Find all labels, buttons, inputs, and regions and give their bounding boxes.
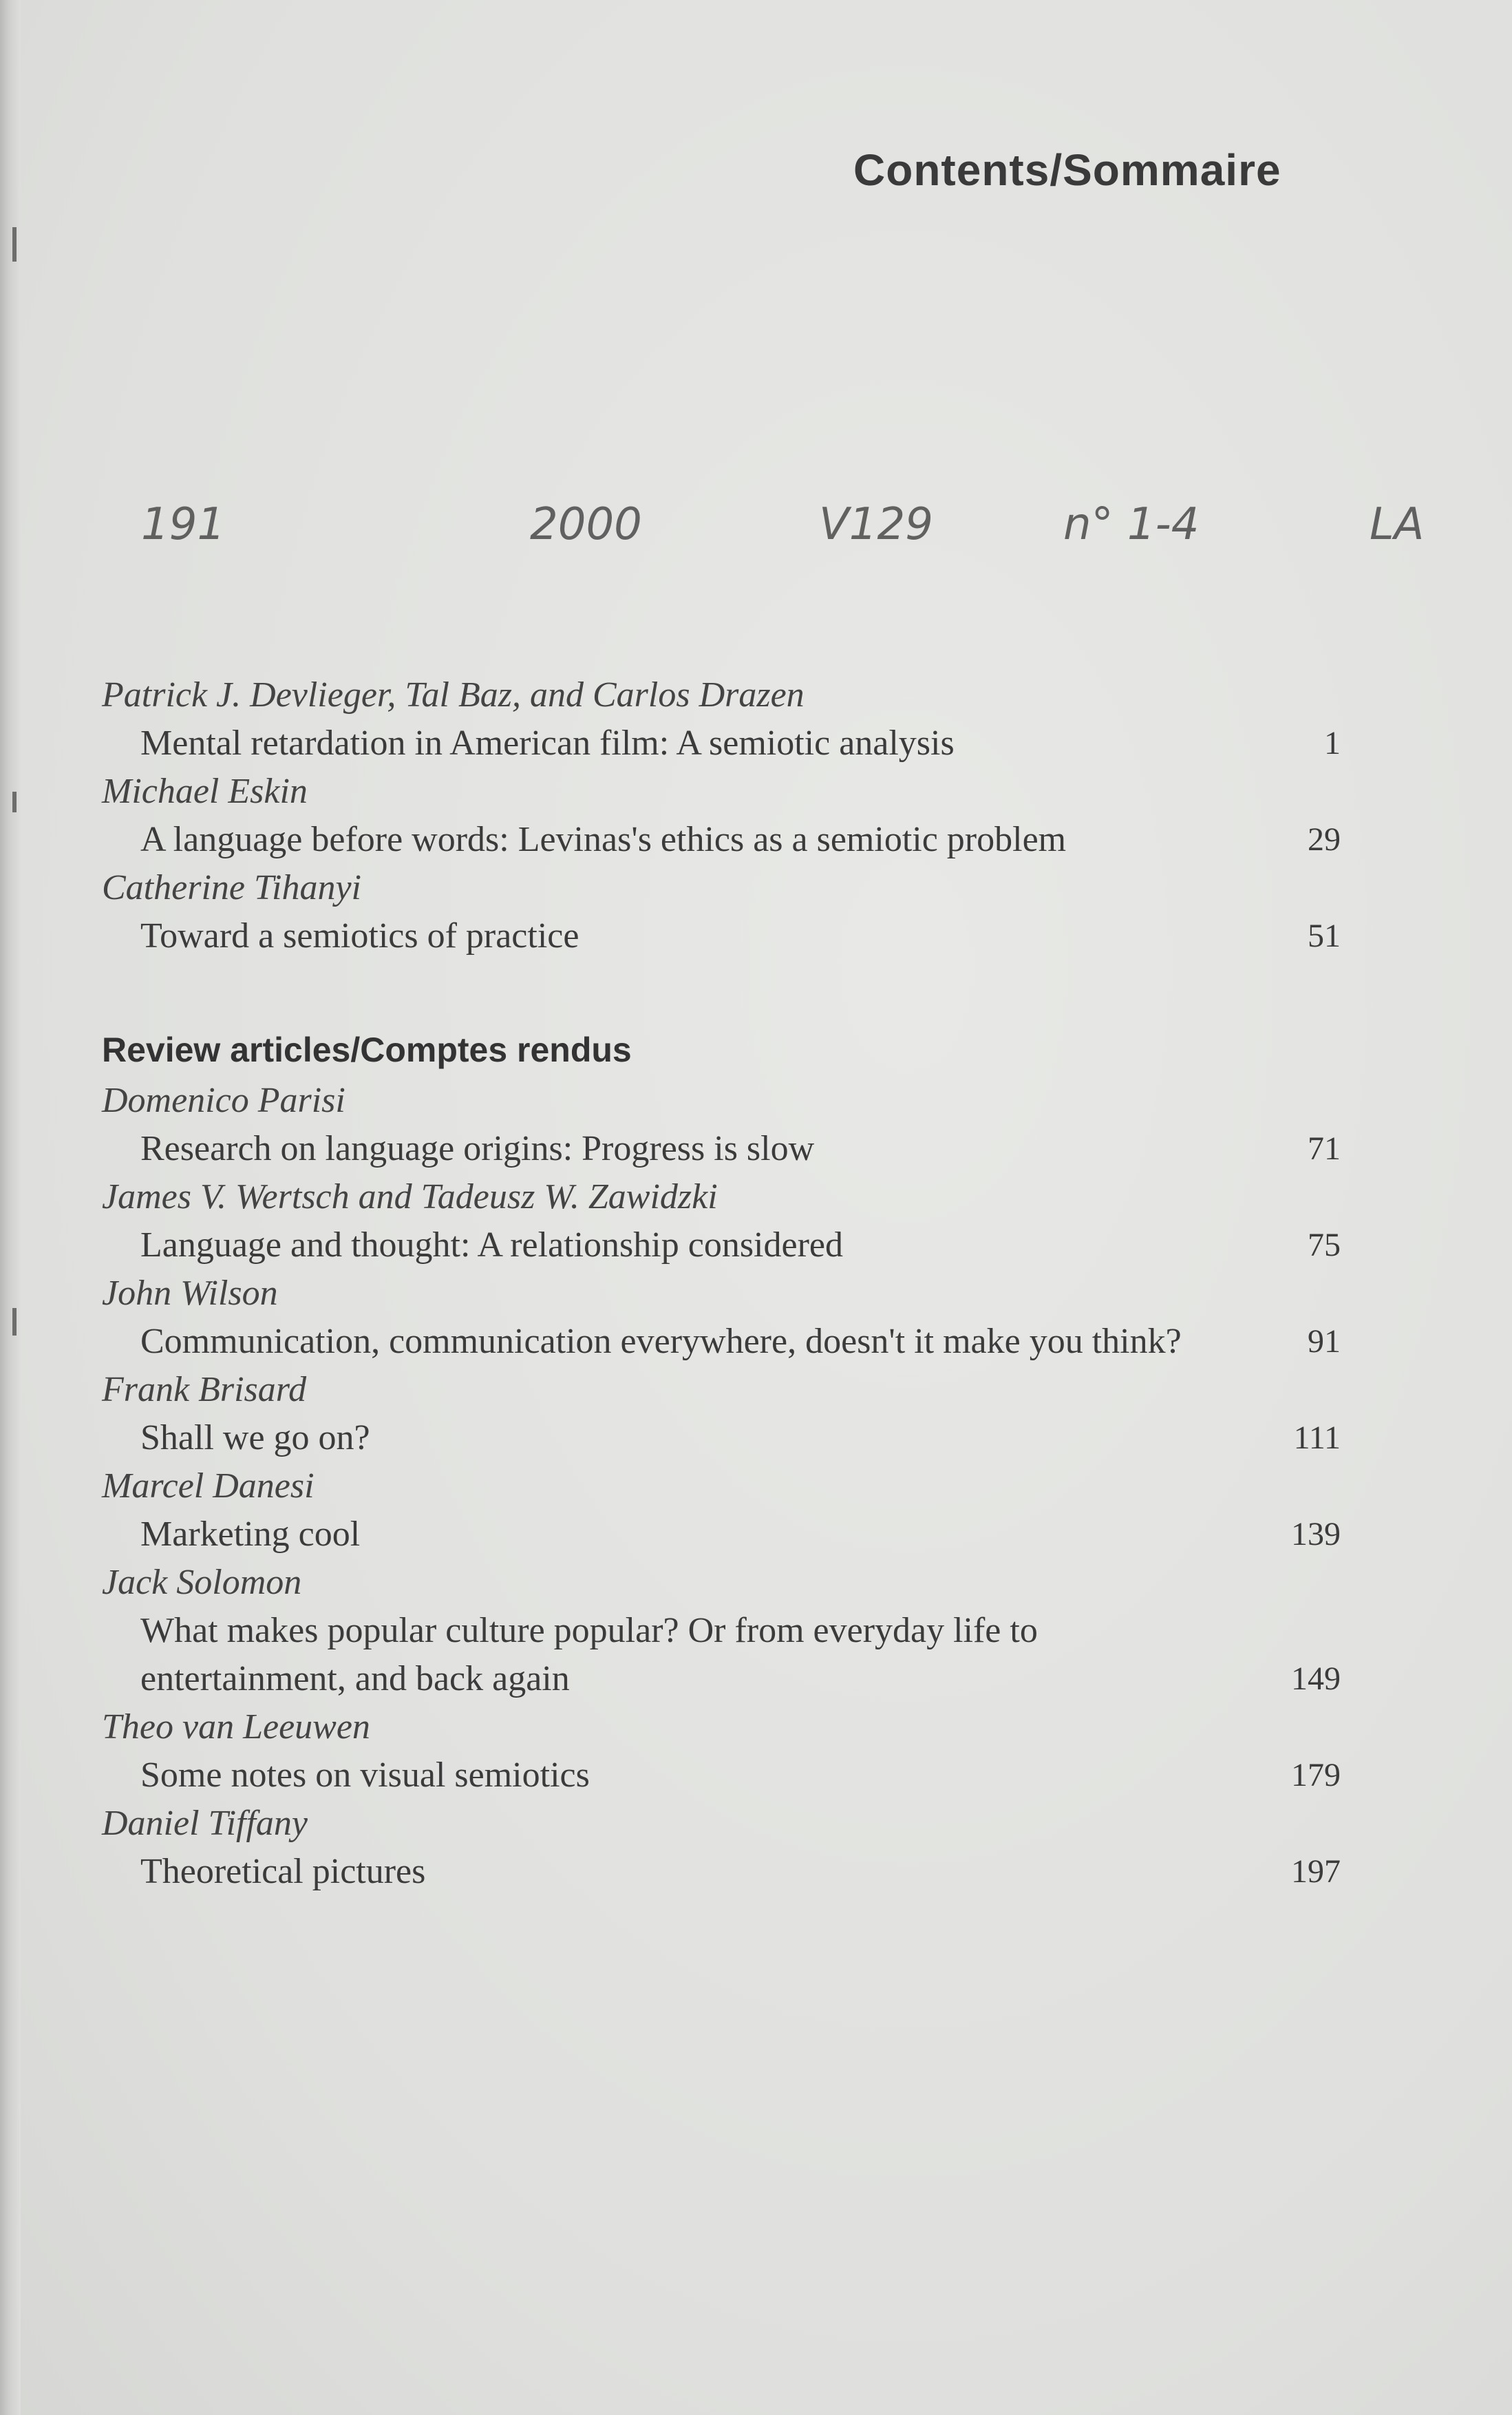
toc-entry bbox=[102, 1173, 1341, 1269]
edge-mark bbox=[12, 792, 17, 812]
entry-title-row bbox=[102, 1221, 1341, 1269]
entry-title: Theoretical pictures bbox=[140, 1852, 426, 1891]
toc-entry bbox=[102, 1462, 1341, 1559]
entry-author: Jack Solomon bbox=[102, 1563, 302, 1602]
entry-author: Catherine Tihanyi bbox=[102, 868, 361, 907]
toc-entry bbox=[102, 1703, 1341, 1800]
entry-page-number: 197 bbox=[1291, 1853, 1341, 1890]
entry-title: Research on language origins: Progress is slow bbox=[140, 1129, 815, 1168]
entry-author: John Wilson bbox=[102, 1274, 278, 1313]
toc-entry bbox=[102, 1077, 1341, 1173]
toc-entry bbox=[102, 1559, 1341, 1703]
handwritten-note: 2000 bbox=[530, 499, 642, 550]
entry-title-row bbox=[102, 1414, 1341, 1462]
entry-title: Language and thought: A relationship considered bbox=[140, 1225, 843, 1265]
toc-entry bbox=[102, 768, 1341, 864]
entry-title-row bbox=[102, 816, 1341, 864]
entry-title: Communication, communication everywhere, doesn't it make you think? bbox=[140, 1322, 1182, 1361]
handwritten-note: n° 1-4 bbox=[1063, 499, 1200, 550]
entry-author: Daniel Tiffany bbox=[102, 1804, 308, 1843]
entry-title: What makes popular culture popular? Or from everyday life to entertainment, and back again bbox=[140, 1611, 1038, 1698]
entry-author: Domenico Parisi bbox=[102, 1081, 345, 1120]
toc-entry bbox=[102, 1269, 1341, 1366]
toc-entry bbox=[102, 1366, 1341, 1462]
entry-page-number: 91 bbox=[1308, 1323, 1341, 1360]
entry-title: Shall we go on? bbox=[140, 1418, 370, 1457]
page-binding-edge bbox=[0, 0, 21, 2415]
entry-title: A language before words: Levinas's ethics as a semiotic problem bbox=[140, 820, 1067, 859]
table-of-contents bbox=[102, 671, 1341, 1896]
entry-author: Frank Brisard bbox=[102, 1370, 307, 1409]
entry-page-number: 149 bbox=[1291, 1660, 1341, 1697]
entry-title-row bbox=[102, 912, 1341, 960]
entry-page-number: 51 bbox=[1308, 918, 1341, 954]
edge-mark bbox=[12, 1308, 17, 1336]
entry-author: Theo van Leeuwen bbox=[102, 1707, 370, 1747]
entry-title: Mental retardation in American film: A semiotic analysis bbox=[140, 724, 955, 763]
handwritten-note: LA bbox=[1370, 499, 1425, 550]
entry-author: Patrick J. Devlieger, Tal Baz, and Carlos Drazen bbox=[102, 675, 805, 715]
edge-mark bbox=[12, 227, 17, 262]
entry-title-row bbox=[102, 1510, 1341, 1559]
entry-page-number: 1 bbox=[1324, 725, 1341, 761]
page-title: Contents/Sommaire bbox=[853, 145, 1281, 195]
entry-page-number: 71 bbox=[1308, 1130, 1341, 1167]
entry-title-row bbox=[102, 1848, 1341, 1896]
entry-page-number: 29 bbox=[1308, 821, 1341, 858]
entry-title: Toward a semiotics of practice bbox=[140, 916, 579, 956]
entry-title-row bbox=[102, 719, 1341, 768]
entry-author: Michael Eskin bbox=[102, 772, 308, 811]
entry-author: James V. Wertsch and Tadeusz W. Zawidzki bbox=[102, 1177, 718, 1216]
entry-title: Some notes on visual semiotics bbox=[140, 1755, 590, 1795]
entry-title-row bbox=[102, 1607, 1341, 1703]
entry-page-number: 179 bbox=[1291, 1757, 1341, 1793]
entry-page-number: 139 bbox=[1291, 1516, 1341, 1552]
entry-title-row bbox=[102, 1125, 1341, 1173]
handwritten-note: V129 bbox=[819, 499, 933, 550]
section-heading: Review articles/Comptes rendus bbox=[102, 1031, 632, 1069]
entry-page-number: 111 bbox=[1293, 1420, 1341, 1456]
entry-title: Marketing cool bbox=[140, 1515, 361, 1554]
toc-entry bbox=[102, 671, 1341, 768]
entry-author: Marcel Danesi bbox=[102, 1466, 315, 1506]
toc-entry bbox=[102, 864, 1341, 960]
toc-entry bbox=[102, 1800, 1341, 1896]
entry-title-row bbox=[102, 1751, 1341, 1800]
entry-title-row bbox=[102, 1318, 1341, 1366]
entry-page-number: 75 bbox=[1308, 1227, 1341, 1263]
handwritten-note: 191 bbox=[141, 499, 226, 550]
